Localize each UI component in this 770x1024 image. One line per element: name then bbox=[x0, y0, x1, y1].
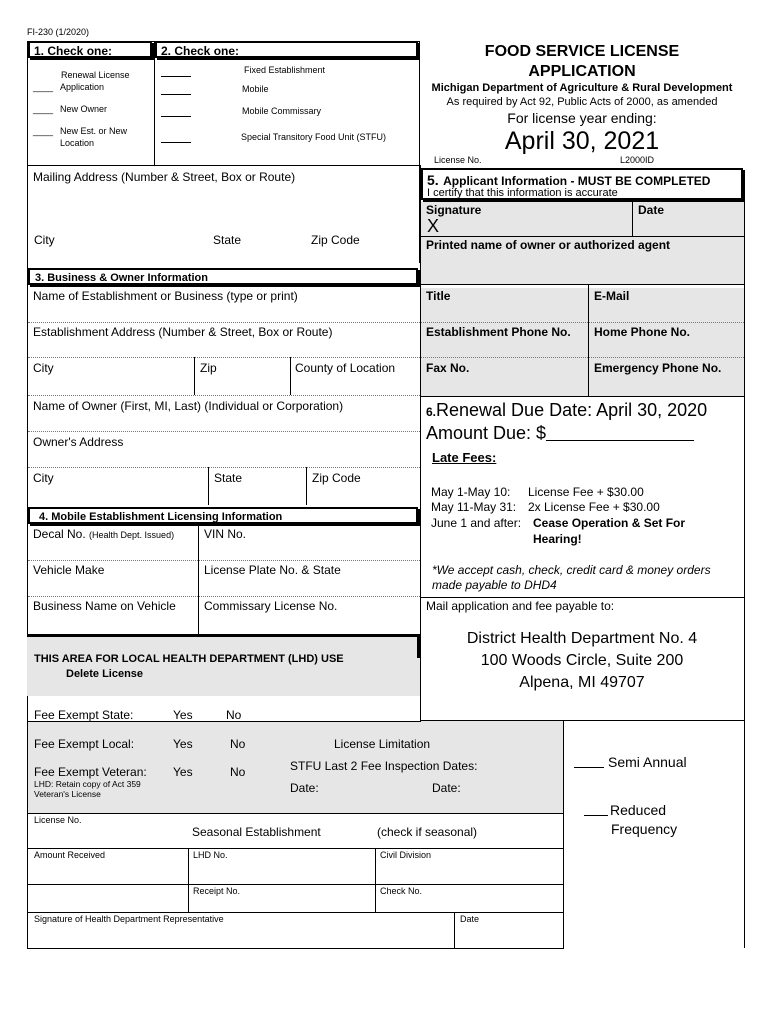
mailing-zip-label: Zip Code bbox=[311, 233, 360, 247]
civil-division-label: Civil Division bbox=[380, 850, 432, 860]
header-code: L2000ID bbox=[620, 155, 655, 165]
mailing-state-label: State bbox=[213, 233, 242, 247]
applicant-shade-bottom bbox=[421, 288, 744, 396]
vehicle-make-label: Vehicle Make bbox=[33, 563, 105, 577]
mail-addr-2: 100 Woods Circle, Suite 200 bbox=[480, 652, 684, 669]
section5-num: 5. bbox=[427, 172, 439, 188]
fee-row-3-fee: Cease Operation & Set For bbox=[533, 516, 686, 530]
section4-header bbox=[28, 507, 418, 524]
option-fixed: Fixed Establishment bbox=[244, 65, 326, 75]
fee-row-3-period: June 1 and after: bbox=[431, 516, 522, 530]
option-stfu: Special Transitory Food Unit (STFU) bbox=[241, 132, 387, 142]
header-license-no: License No. bbox=[434, 155, 482, 165]
exempt-local-label: Fee Exempt Local: bbox=[34, 737, 135, 751]
business-on-vehicle-label: Business Name on Vehicle bbox=[33, 599, 176, 613]
section3-title: 3. Business & Owner Information bbox=[35, 272, 208, 284]
section2-header bbox=[155, 41, 418, 58]
exempt-veteran-label: Fee Exempt Veteran: bbox=[34, 765, 147, 779]
est-phone-label: Establishment Phone No. bbox=[426, 325, 571, 339]
fee-row-3-cont: Hearing! bbox=[533, 532, 582, 546]
option-renewal-line1: Renewal License bbox=[61, 70, 130, 80]
stfu-date-2: Date: bbox=[432, 781, 461, 795]
exempt-veteran-yes[interactable]: Yes bbox=[173, 765, 193, 779]
option-new-est-blank[interactable]: ____ bbox=[33, 126, 54, 136]
license-limitation-label: License Limitation bbox=[334, 737, 431, 751]
county-label: County of Location bbox=[295, 361, 396, 375]
section1-title: 1. Check one: bbox=[34, 44, 113, 58]
reduced-blank[interactable] bbox=[584, 804, 608, 816]
veteran-note-1: LHD: Retain copy of Act 359 bbox=[34, 779, 141, 789]
plate-label: License Plate No. & State bbox=[204, 563, 341, 577]
est-city-label: City bbox=[33, 361, 54, 375]
owner-zip-label: Zip Code bbox=[312, 471, 361, 485]
stfu-date-1: Date: bbox=[290, 781, 319, 795]
check-no-label: Check No. bbox=[380, 886, 423, 896]
option-new-owner-blank[interactable]: ____ bbox=[33, 104, 54, 114]
amount-due-field[interactable] bbox=[546, 425, 694, 441]
payment-note-1: *We accept cash, check, credit card & money orders bbox=[432, 563, 711, 577]
fee-row-1-period: May 1-May 10: bbox=[431, 485, 511, 499]
veteran-note-2: Veteran's License bbox=[34, 789, 101, 799]
decal-label bbox=[33, 527, 174, 541]
option-new-est-line1: New Est. or New bbox=[60, 126, 128, 136]
mail-addr-3: Alpena, MI 49707 bbox=[519, 674, 645, 691]
lhd-delete[interactable]: Delete License bbox=[66, 668, 144, 680]
exempt-state-yes[interactable]: Yes bbox=[173, 708, 193, 722]
act-reference: As required by Act 92, Public Acts of 2000, as amended bbox=[446, 96, 718, 108]
emergency-phone-label: Emergency Phone No. bbox=[594, 361, 722, 375]
lhd-no-label: LHD No. bbox=[193, 850, 228, 860]
mailing-address-label: Mailing Address (Number & Street, Box or Route) bbox=[33, 170, 296, 184]
stfu-label: STFU Last 2 Fee Inspection Dates: bbox=[290, 759, 478, 773]
fee-row-1-fee: License Fee + $30.00 bbox=[528, 485, 644, 499]
option-new-owner: New Owner bbox=[60, 104, 108, 114]
amount-due bbox=[426, 423, 694, 444]
lhd-shade bbox=[27, 636, 420, 696]
home-phone-label: Home Phone No. bbox=[594, 325, 691, 339]
option-renewal-line2: Application bbox=[60, 82, 105, 92]
decal-note: (Health Dept. Issued) bbox=[89, 530, 175, 540]
exempt-veteran-no[interactable]: No bbox=[230, 765, 246, 779]
section3-header bbox=[28, 268, 418, 285]
check-mobile-blank[interactable] bbox=[161, 94, 191, 95]
section6-num: 6. bbox=[426, 405, 437, 419]
mailing-city-label: City bbox=[34, 233, 55, 247]
reduced-label: Reduced bbox=[610, 802, 667, 818]
signature-label: Signature bbox=[426, 203, 482, 217]
section4-title: 4. Mobile Establishment Licensing Information bbox=[39, 511, 283, 523]
renewal-due-text: Renewal Due Date: April 30, 2020 bbox=[436, 400, 708, 420]
amount-received-label: Amount Received bbox=[34, 850, 106, 860]
mailing-address-field[interactable] bbox=[30, 186, 416, 228]
lhd-license-no-label: License No. bbox=[34, 815, 82, 825]
option-commissary: Mobile Commissary bbox=[242, 106, 322, 116]
commissary-label: Commissary License No. bbox=[204, 599, 338, 613]
check-stfu-blank[interactable] bbox=[161, 142, 191, 143]
payment-note-2: made payable to DHD4 bbox=[432, 578, 557, 592]
option-renewal-blank[interactable]: ____ bbox=[33, 82, 54, 92]
exempt-local-yes[interactable]: Yes bbox=[173, 737, 193, 751]
mailing-city-field[interactable] bbox=[30, 248, 416, 262]
est-zip-label: Zip bbox=[200, 361, 217, 375]
option-mobile: Mobile bbox=[242, 84, 269, 94]
title-label: Title bbox=[426, 289, 451, 303]
semi-annual-blank[interactable] bbox=[574, 756, 604, 768]
seasonal-label: Seasonal Establishment bbox=[192, 825, 321, 839]
rep-signature-label: Signature of Health Department Representative bbox=[34, 914, 224, 924]
department: Michigan Department of Agriculture & Rural Development bbox=[431, 82, 733, 94]
printed-name-label: Printed name of owner or authorized agent bbox=[426, 238, 671, 252]
mail-to-label: Mail application and fee payable to: bbox=[426, 599, 615, 613]
check-fixed-blank[interactable] bbox=[161, 76, 191, 77]
form-title-line1: FOOD SERVICE LICENSE bbox=[484, 43, 680, 60]
section5-certify: I certify that this information is accurate bbox=[427, 187, 618, 199]
owner-name-label: Name of Owner (First, MI, Last) (Individual or Corporation) bbox=[33, 399, 344, 413]
section5-title-text: Applicant Information - MUST BE COMPLETED bbox=[443, 174, 711, 188]
signature-x[interactable]: X bbox=[427, 216, 440, 236]
amount-due-label: Amount Due: $ bbox=[426, 423, 547, 443]
fee-row-2-fee: 2x License Fee + $30.00 bbox=[528, 500, 660, 514]
option-new-est-line2: Location bbox=[60, 138, 95, 148]
reduced-label-2: Frequency bbox=[611, 821, 678, 837]
receipt-no-label: Receipt No. bbox=[193, 886, 241, 896]
form-id: FI-230 (1/2020) bbox=[27, 27, 90, 37]
fax-label: Fax No. bbox=[426, 361, 470, 375]
owner-state-label: State bbox=[214, 471, 243, 485]
section2-title: 2. Check one: bbox=[161, 44, 240, 58]
semi-annual bbox=[574, 754, 687, 770]
owner-address-label: Owner's Address bbox=[33, 435, 124, 449]
mail-addr-1: District Health Department No. 4 bbox=[466, 630, 698, 647]
exempt-local-no[interactable]: No bbox=[230, 737, 246, 751]
rep-date-label: Date bbox=[460, 914, 480, 924]
late-fees-label: Late Fees: bbox=[432, 450, 497, 465]
sig-date-label: Date bbox=[638, 203, 665, 217]
vin-label: VIN No. bbox=[204, 527, 247, 541]
fee-row-2-period: May 11-May 31: bbox=[431, 500, 517, 514]
renewal-due bbox=[426, 400, 707, 421]
exempt-state-label: Fee Exempt State: bbox=[34, 708, 134, 722]
decal-text: Decal No. bbox=[33, 527, 86, 541]
section1-header bbox=[28, 41, 152, 58]
business-name-label: Name of Establishment or Business (type or print) bbox=[33, 289, 298, 303]
section5-header bbox=[421, 168, 743, 200]
check-commissary-blank[interactable] bbox=[161, 116, 191, 117]
license-year-date: April 30, 2021 bbox=[504, 127, 660, 155]
license-year-label: For license year ending: bbox=[507, 110, 657, 126]
email-label: E-Mail bbox=[594, 289, 630, 303]
owner-city-label: City bbox=[33, 471, 54, 485]
reduced-freq bbox=[584, 802, 666, 818]
exempt-state-no[interactable]: No bbox=[226, 708, 242, 722]
est-address-label: Establishment Address (Number & Street, Box or Route) bbox=[33, 325, 333, 339]
semi-annual-label: Semi Annual bbox=[608, 754, 687, 770]
check-seasonal-label[interactable]: (check if seasonal) bbox=[377, 825, 478, 839]
lhd-title: THIS AREA FOR LOCAL HEALTH DEPARTMENT (LHD) USE bbox=[34, 653, 344, 665]
form-title-line2: APPLICATION bbox=[528, 63, 636, 80]
